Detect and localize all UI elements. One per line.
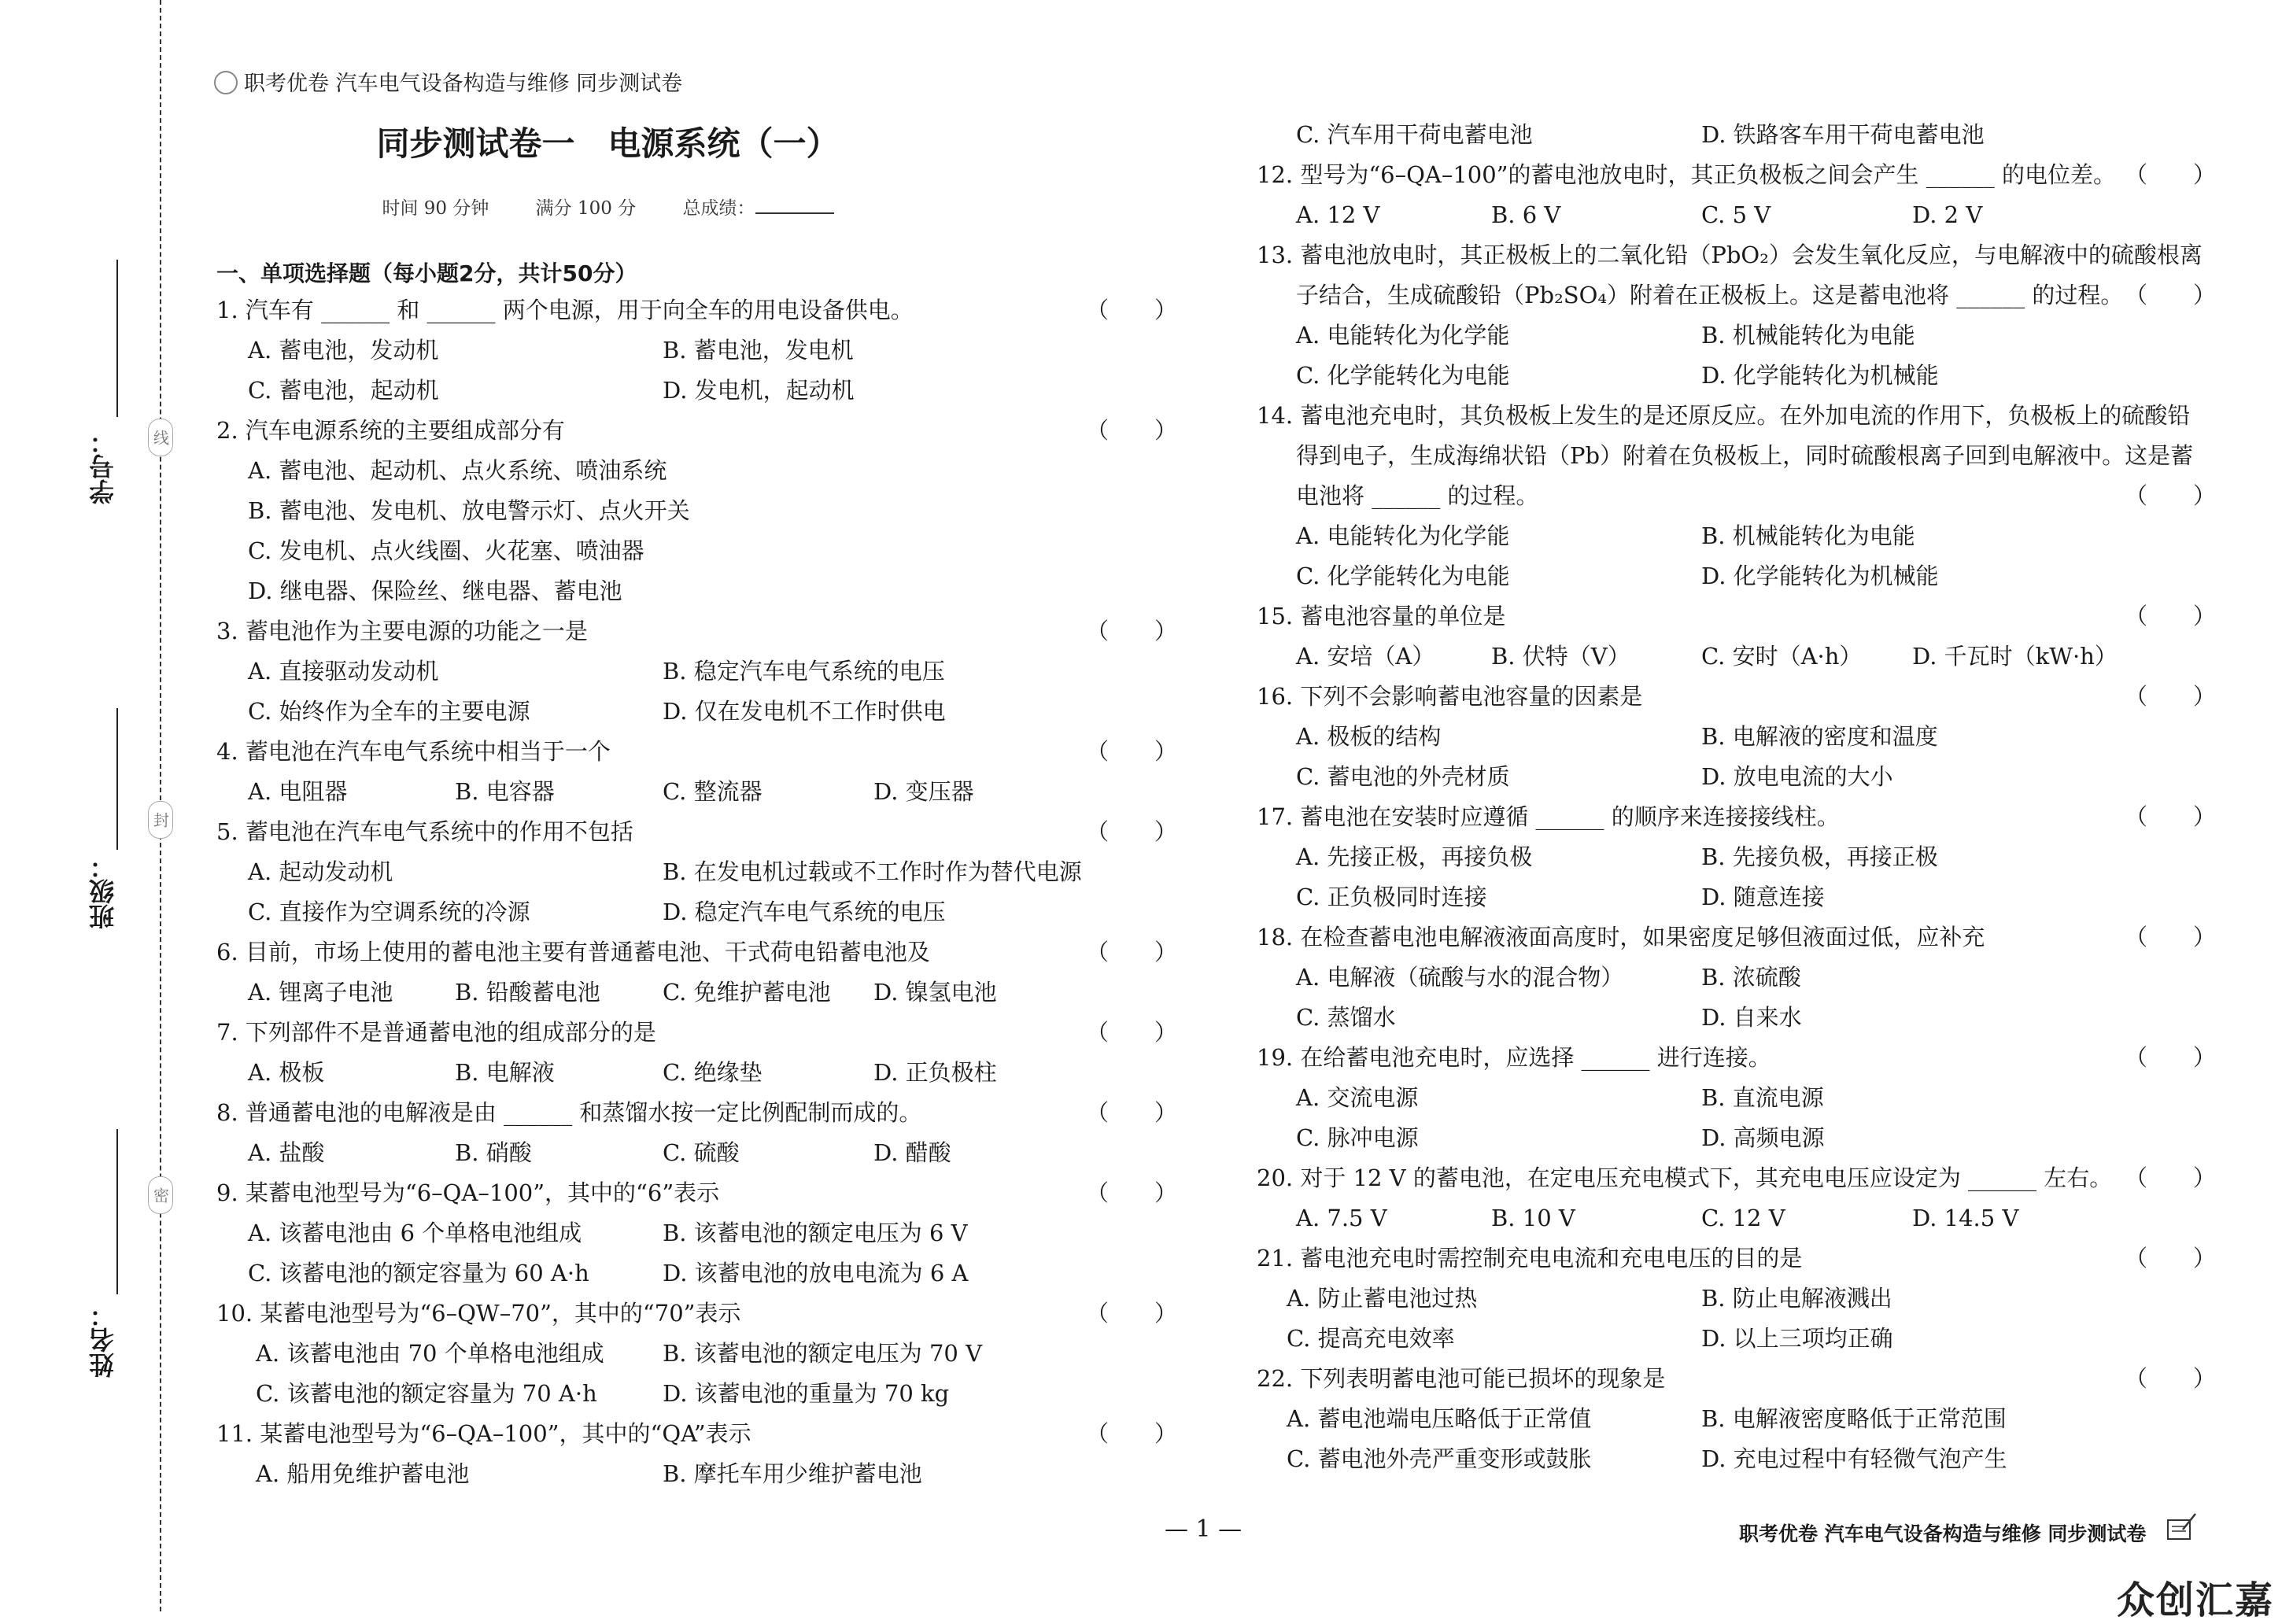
- question-stem: 20. 对于 12 V 的蓄电池，在定电压充电模式下，其充电电压应设定为 ______ 左右。: [1257, 1164, 2113, 1191]
- question-stem: 6. 目前，市场上使用的蓄电池主要有普通蓄电池、干式荷电铅蓄电池及: [216, 939, 930, 965]
- option: C. 硫酸: [663, 1139, 740, 1166]
- option: C. 绝缘垫: [663, 1059, 762, 1086]
- question-stem: 10. 某蓄电池型号为“6–QW–70”，其中的“70”表示: [216, 1300, 741, 1327]
- question-stem: 21. 蓄电池充电时需控制充电电流和充电电压的目的是: [1257, 1245, 1803, 1272]
- option: D. 正负极柱: [873, 1059, 997, 1086]
- option: C. 蓄电池外壳严重变形或鼓胀: [1287, 1445, 1592, 1472]
- option: A. 锂离子电池: [248, 979, 393, 1006]
- option: D. 继电器、保险丝、继电器、蓄电池: [248, 578, 622, 604]
- binding-margin: [0, 0, 170, 1611]
- question-stem: 9. 某蓄电池型号为“6–QA–100”，其中的“6”表示: [216, 1179, 720, 1206]
- answer-bracket: （ ）: [1086, 818, 1178, 845]
- option: C. 提高充电效率: [1287, 1325, 1455, 1352]
- answer-bracket: （ ）: [2125, 803, 2217, 830]
- option: B. 直流电源: [1701, 1084, 1824, 1111]
- question-stem: 17. 蓄电池在安装时应遵循 ______ 的顺序来连接接线柱。: [1257, 803, 1840, 830]
- option: D. 镍氢电池: [873, 979, 997, 1006]
- question-stem-continued: 得到电子，生成海绵状铅（Pb）附着在负极板上，同时硫酸根离子回到电解液中。这是蓄: [1296, 442, 2194, 469]
- option: D. 稳定汽车电气系统的电压: [663, 899, 946, 925]
- option: B. 该蓄电池的额定电压为 6 V: [663, 1220, 968, 1246]
- option: B. 浓硫酸: [1701, 964, 1801, 991]
- option: D. 随意连接: [1701, 884, 1825, 910]
- question-stem: 11. 某蓄电池型号为“6–QA–100”，其中的“QA”表示: [216, 1420, 751, 1447]
- answer-bracket: （ ）: [2125, 683, 2217, 710]
- question-stem: 1. 汽车有 ______ 和 ______ 两个电源，用于向全车的用电设备供电。: [216, 297, 914, 323]
- answer-bracket: （ ）: [2125, 282, 2217, 308]
- option: D. 仅在发电机不工作时供电: [663, 698, 946, 725]
- option: A. 该蓄电池由 70 个单格电池组成: [256, 1340, 604, 1367]
- option: D. 2 V: [1912, 201, 1983, 228]
- option: D. 14.5 V: [1912, 1205, 2019, 1231]
- option: B. 电解液: [455, 1059, 555, 1086]
- option: B. 机械能转化为电能: [1701, 522, 1915, 549]
- answer-bracket: （ ）: [1086, 417, 1178, 444]
- option: D. 自来水: [1701, 1004, 1802, 1031]
- watermark-logo: 众创汇嘉: [2117, 1578, 2275, 1622]
- class-label: 班级：: [88, 854, 118, 929]
- option: B. 防止电解液溅出: [1701, 1285, 1892, 1312]
- question-stem: 16. 下列不会影响蓄电池容量的因素是: [1257, 683, 1643, 710]
- answer-bracket: （ ）: [1086, 1019, 1178, 1046]
- option: A. 7.5 V: [1296, 1205, 1387, 1231]
- option: C. 该蓄电池的额定容量为 60 A·h: [248, 1260, 589, 1286]
- answer-bracket: （ ）: [1086, 1179, 1178, 1206]
- option: C. 12 V: [1701, 1205, 1785, 1231]
- answer-bracket: （ ）: [2125, 1044, 2217, 1071]
- student-id-label: 学号：: [88, 429, 118, 504]
- answer-bracket: （ ）: [1086, 738, 1178, 765]
- option: D. 铁路客车用干荷电蓄电池: [1701, 121, 1985, 148]
- option: A. 先接正极，再接负极: [1296, 843, 1533, 870]
- answer-bracket: （ ）: [2125, 1365, 2217, 1392]
- option: A. 电解液（硫酸与水的混合物）: [1296, 964, 1624, 991]
- option: A. 该蓄电池由 6 个单格电池组成: [248, 1220, 582, 1246]
- option: B. 伏特（V）: [1491, 643, 1630, 670]
- option: B. 电解液的密度和温度: [1701, 723, 1938, 750]
- option: B. 6 V: [1491, 201, 1561, 228]
- option: C. 始终作为全车的主要电源: [248, 698, 530, 725]
- running-header-text: 职考优卷 汽车电气设备构造与维修 同步测试卷: [244, 72, 683, 96]
- option: B. 先接负极，再接正极: [1701, 843, 1938, 870]
- answer-bracket: （ ）: [2125, 1164, 2217, 1191]
- question-stem: 15. 蓄电池容量的单位是: [1257, 603, 1506, 629]
- option: A. 电能转化为化学能: [1296, 522, 1510, 549]
- option: D. 发电机，起动机: [663, 377, 855, 404]
- option: A. 蓄电池，发动机: [248, 337, 439, 364]
- total-score: 总成绩：: [683, 198, 834, 219]
- option: D. 化学能转化为机械能: [1701, 362, 1939, 389]
- answer-bracket: （ ）: [1086, 297, 1178, 323]
- option: D. 充电过程中有轻微气泡产生: [1701, 1445, 2007, 1472]
- answer-bracket: （ ）: [2125, 603, 2217, 629]
- seal-mark-line: 线: [148, 419, 173, 456]
- question-stem: 18. 在检查蓄电池电解液液面高度时，如果密度足够但液面过低，应补充: [1257, 924, 1985, 950]
- name-label: 姓名：: [88, 1302, 118, 1378]
- option: A. 安培（A）: [1296, 643, 1435, 670]
- exam-time: 时间 90 分钟: [382, 198, 489, 219]
- option: C. 5 V: [1701, 201, 1771, 228]
- option: A. 交流电源: [1296, 1084, 1419, 1111]
- option: D. 以上三项均正确: [1701, 1325, 1893, 1352]
- option: C. 化学能转化为电能: [1296, 362, 1510, 389]
- option: B. 稳定汽车电气系统的电压: [663, 658, 945, 685]
- option: D. 该蓄电池的重量为 70 kg: [663, 1380, 950, 1407]
- answer-bracket: （ ）: [2125, 161, 2217, 188]
- option: B. 该蓄电池的额定电压为 70 V: [663, 1340, 983, 1367]
- option: D. 该蓄电池的放电电流为 6 A: [663, 1260, 969, 1286]
- question-stem: 2. 汽车电源系统的主要组成部分有: [216, 417, 565, 444]
- option: B. 蓄电池，发电机: [663, 337, 854, 364]
- option: C. 蓄电池的外壳材质: [1296, 763, 1510, 790]
- seal-mark-secret: 密: [148, 1176, 173, 1214]
- option: D. 化学能转化为机械能: [1701, 563, 1939, 589]
- answer-bracket: （ ）: [2125, 1245, 2217, 1272]
- option: C. 整流器: [663, 778, 762, 805]
- option: B. 硝酸: [455, 1139, 532, 1166]
- running-header: [214, 66, 682, 97]
- running-footer: 职考优卷 汽车电气设备构造与维修 同步测试卷: [1739, 1522, 2147, 1545]
- option: A. 极板: [248, 1059, 325, 1086]
- option: D. 高频电源: [1701, 1124, 1825, 1151]
- check-circle-icon: [214, 71, 238, 94]
- answer-bracket: （ ）: [1086, 939, 1178, 965]
- notebook-pen-icon: [2166, 1511, 2199, 1545]
- option: A. 电能转化为化学能: [1296, 322, 1510, 349]
- question-stem: 3. 蓄电池作为主要电源的功能之一是: [216, 618, 588, 644]
- seal-mark-seal: 封: [148, 801, 173, 839]
- question-stem: 7. 下列部件不是普通蓄电池的组成部分的是: [216, 1019, 656, 1046]
- option: A. 起动发动机: [248, 858, 393, 885]
- option: B. 蓄电池、发电机、放电警示灯、点火开关: [248, 497, 690, 524]
- option: D. 千瓦时（kW·h）: [1912, 643, 2118, 670]
- class-blank: [116, 708, 118, 850]
- option: B. 摩托车用少维护蓄电池: [663, 1460, 922, 1487]
- answer-bracket: （ ）: [1086, 1420, 1178, 1447]
- option: C. 蓄电池，起动机: [248, 377, 439, 404]
- exam-full-score: 满分 100 分: [535, 198, 637, 219]
- exam-info: [0, 194, 1216, 220]
- option: C. 化学能转化为电能: [1296, 563, 1510, 589]
- question-stem: 19. 在给蓄电池充电时，应选择 ______ 进行连接。: [1257, 1044, 1771, 1071]
- option: A. 蓄电池、起动机、点火系统、喷油系统: [248, 457, 667, 484]
- option: B. 电容器: [455, 778, 555, 805]
- question-stem: 4. 蓄电池在汽车电气系统中相当于一个: [216, 738, 611, 765]
- option: C. 该蓄电池的额定容量为 70 A·h: [256, 1380, 597, 1407]
- option: A. 盐酸: [248, 1139, 325, 1166]
- option: D. 放电电流的大小: [1701, 763, 1893, 790]
- option: C. 免维护蓄电池: [663, 979, 831, 1006]
- answer-bracket: （ ）: [2125, 924, 2217, 950]
- option: B. 在发电机过载或不工作时作为替代电源: [663, 858, 1082, 885]
- option: D. 醋酸: [873, 1139, 951, 1166]
- option: A. 电阻器: [248, 778, 348, 805]
- option: A. 防止蓄电池过热: [1287, 1285, 1478, 1312]
- answer-bracket: （ ）: [1086, 618, 1178, 644]
- option: D. 变压器: [873, 778, 974, 805]
- question-stem-continued: 子结合，生成硫酸铅（Pb₂SO₄）附着在正极板上。这是蓄电池将 ______ 的过程。: [1296, 282, 2124, 308]
- question-stem: 8. 普通蓄电池的电解液是由 ______ 和蒸馏水按一定比例配制而成的。: [216, 1099, 922, 1126]
- option: C. 正负极同时连接: [1296, 884, 1487, 910]
- page-title: 同步测试卷一 电源系统（一）: [376, 124, 840, 163]
- name-blank: [116, 1129, 118, 1294]
- option: A. 直接驱动发动机: [248, 658, 439, 685]
- option: C. 直接作为空调系统的冷源: [248, 899, 530, 925]
- answer-bracket: （ ）: [1086, 1300, 1178, 1327]
- option: C. 发电机、点火线圈、火花塞、喷油器: [248, 537, 644, 564]
- answer-bracket: （ ）: [2125, 482, 2217, 509]
- question-stem-continued: 电池将 ______ 的过程。: [1296, 482, 1539, 509]
- option: A. 蓄电池端电压略低于正常值: [1287, 1405, 1592, 1432]
- answer-bracket: （ ）: [1086, 1099, 1178, 1126]
- option: A. 12 V: [1296, 201, 1380, 228]
- option: C. 安时（A·h）: [1701, 643, 1863, 670]
- option: A. 极板的结构: [1296, 723, 1442, 750]
- option: C. 脉冲电源: [1296, 1124, 1419, 1151]
- option: A. 船用免维护蓄电池: [256, 1460, 470, 1487]
- option: C. 汽车用干荷电蓄电池: [1296, 121, 1533, 148]
- question-stem: 13. 蓄电池放电时，其正极板上的二氧化铅（PbO₂）会发生氧化反应，与电解液中的硫酸根离: [1257, 242, 2203, 268]
- option: B. 电解液密度略低于正常范围: [1701, 1405, 2007, 1432]
- question-stem: 14. 蓄电池充电时，其负极板上发生的是还原反应。在外加电流的作用下，负极板上的硫酸铅: [1257, 402, 2191, 429]
- question-stem: 12. 型号为“6–QA–100”的蓄电池放电时，其正负极板之间会产生 ______ 的电位差。: [1257, 161, 2116, 188]
- section-heading: 一、单项选择题（每小题2分，共计50分）: [216, 260, 637, 286]
- question-stem: 5. 蓄电池在汽车电气系统中的作用不包括: [216, 818, 633, 845]
- student-id-blank: [116, 260, 118, 417]
- question-stem: 22. 下列表明蓄电池可能已损坏的现象是: [1257, 1365, 1666, 1392]
- option: B. 铅酸蓄电池: [455, 979, 600, 1006]
- option: C. 蒸馏水: [1296, 1004, 1396, 1031]
- option: B. 机械能转化为电能: [1701, 322, 1915, 349]
- option: B. 10 V: [1491, 1205, 1575, 1231]
- page-number: — 1 —: [1165, 1515, 1243, 1543]
